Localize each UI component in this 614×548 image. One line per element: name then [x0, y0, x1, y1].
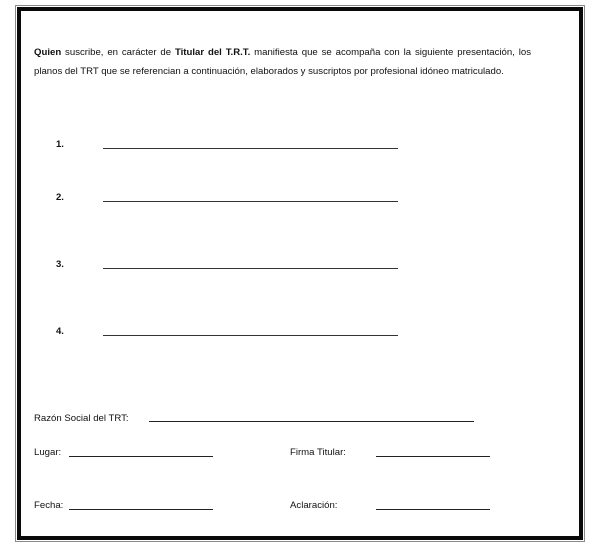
aclaracion-label: Aclaración:	[290, 500, 338, 511]
fecha-label: Fecha:	[34, 500, 64, 511]
intro-bold-del: del	[207, 47, 222, 58]
item-number: 2.	[56, 192, 64, 203]
intro-paragraph	[34, 43, 531, 81]
intro-bold-trt: T.R.T.	[225, 47, 251, 58]
plan-item-4	[56, 326, 406, 342]
plan-item-1	[56, 139, 406, 155]
item-2-blank-line[interactable]	[103, 201, 398, 202]
lugar-field[interactable]	[69, 456, 213, 457]
plan-item-3	[56, 259, 406, 275]
item-number: 4.	[56, 326, 64, 337]
intro-bold-quien: Quien	[34, 47, 62, 58]
razon-social-label: Razón Social del TRT:	[34, 413, 129, 424]
item-1-blank-line[interactable]	[103, 148, 398, 149]
firma-titular-field[interactable]	[376, 456, 490, 457]
razon-social-field[interactable]	[149, 421, 474, 422]
item-3-blank-line[interactable]	[103, 268, 398, 269]
lugar-label: Lugar:	[34, 447, 62, 458]
intro-text-2: manifiesta que se acompaña con la siguiente presentación, los planos del TRT que se referencian a continuación, elaborados y suscriptos por profesional idóneo matriculado.	[34, 47, 531, 77]
intro-bold-titular: Titular	[174, 47, 205, 58]
aclaracion-field[interactable]	[376, 509, 490, 510]
firma-titular-label: Firma Titular:	[290, 447, 346, 458]
fecha-field[interactable]	[69, 509, 213, 510]
intro-text-1: suscribe, en carácter de	[61, 47, 175, 58]
plan-item-2	[56, 192, 406, 208]
item-number: 3.	[56, 259, 64, 270]
item-number: 1.	[56, 139, 64, 150]
item-4-blank-line[interactable]	[103, 335, 398, 336]
